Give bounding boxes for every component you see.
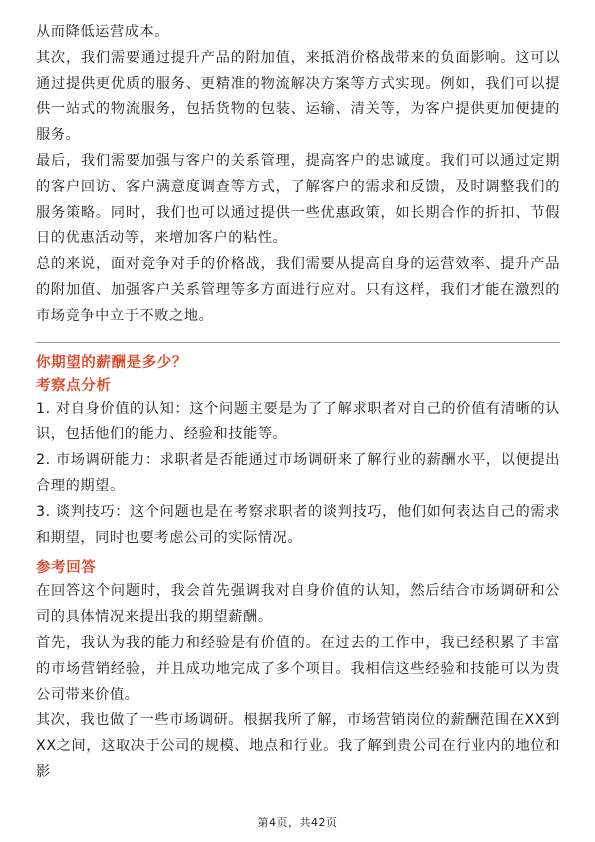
analysis-item: 1. 对自身价值的认知：这个问题主要是为了了解求职者对自己的价值有清晰的认识，包括他们的能力、经验和技能等。 — [36, 400, 560, 443]
answer-paragraph: 在回答这个问题时，我会首先强调我对自身价值的认知，然后结合市场调研和公司的具体情况来提出我的期望薪酬。 — [36, 583, 560, 626]
body-paragraph: 从而降低运营成本。 — [36, 24, 170, 40]
analysis-item: 2. 市场调研能力：求职者是否能通过市场调研来了解行业的薪酬水平，以便提出合理的期望。 — [36, 452, 560, 494]
reference-answer — [36, 579, 560, 785]
answer-paragraph: 首先，我认为我的能力和经验是有价值的。在过去的工作中，我已经积累了丰富的市场营销经验，并且成功地完成了多个项目。我相信这些经验和技能可以为贵公司带来价值。 — [36, 634, 560, 703]
body-paragraph: 最后，我们需要加强与客户的关系管理，提高客户的忠诚度。我们可以通过定期的客户回访、客户满意度调查等方式，了解客户的需求和反馈，及时调整我们的服务策略。同时，我们也可以通过提供一些优惠政策，如长期合作的折扣、节假日的优惠活动等，来增加客户的粘性。 — [36, 152, 560, 247]
analysis-item: 3. 谈判技巧：这个问题也是在考察求职者的谈判技巧，他们如何表达自己的需求和期望，同时也要考虑公司的实际情况。 — [36, 503, 560, 546]
document-page — [36, 20, 560, 786]
question-title: 你期望的薪酬是多少？ — [36, 354, 187, 371]
page-number: 第4页，共42页 — [257, 816, 338, 829]
body-paragraph: 其次，我们需要通过提升产品的附加值，来抵消价格战带来的负面影响。这可以通过提供更优质的服务、更精准的物流解决方案等方式实现。例如，我们可以提供一站式的物流服务，包括货物的包装、运输、清关等，为客户提供更加便捷的服务。 — [36, 49, 560, 144]
body-paragraph: 总的来说，面对竞争对手的价格战，我们需要从提高自身的运营效率、提升产品的附加值、加强客户关系管理等多方面进行应对。只有这样，我们才能在激烈的市场竞争中立于不败之地。 — [36, 256, 560, 324]
analysis-heading: 考察点分析 — [36, 377, 112, 394]
analysis-list — [36, 397, 560, 552]
reference-heading: 参考回答 — [36, 560, 97, 577]
intro-section — [36, 20, 560, 330]
answer-paragraph: 其次，我也做了一些市场调研。根据我所了解，市场营销岗位的薪酬范围在XX到XX之间，这取决于公司的规模、地点和行业。我了解到贵公司在行业内的地位和影 — [36, 712, 560, 780]
section-divider — [36, 342, 560, 343]
